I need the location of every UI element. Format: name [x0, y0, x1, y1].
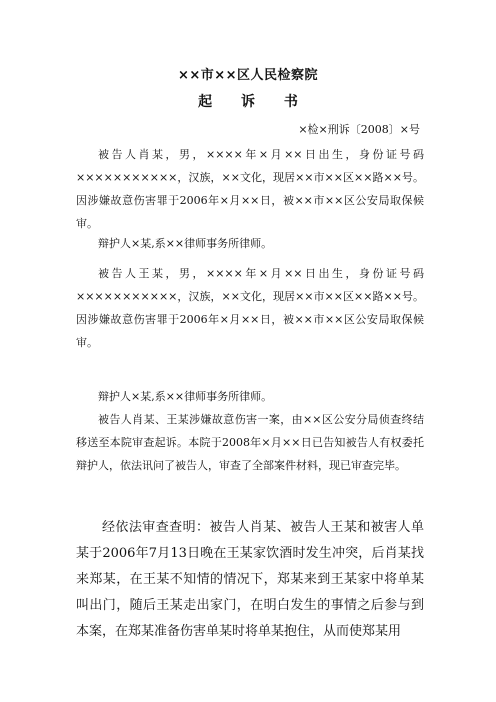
defender-2-paragraph: 辩护人×某,系××律师事务所律师。 [98, 390, 273, 403]
defendant-2-paragraph: 被告人王某，男，××××年×月××日出生，身份证号码×××××××××××，汉族，××文化，现居××市××区××路××号。因涉嫌故意伤害罪于2006年×月××日，被××市××区公安局取保候审。 [76, 267, 424, 349]
case-transfer-paragraph: 被告人肖某、王某涉嫌故意伤害一案，由××区公安分局侦查终结移送至本院审查起诉。本院于2008年×月××日已告知被告人有权委托辩护人，依法讯问了被告人，审查了全部案件材料，现已审查完毕。 [76, 413, 424, 472]
defender-2-section [76, 385, 424, 408]
document-number: ×检×刑诉〔2008〕×号 [298, 123, 420, 136]
defendant-2-section [76, 262, 424, 354]
document-title: 起 诉 书 [198, 94, 310, 110]
defender-1-section [76, 232, 424, 255]
facts-paragraph: 经依法审查查明：被告人肖某、被告人王某和被害人单某于2006年7月13日晚在王某家饮酒时发生冲突，后肖某找来郑某，在王某不知情的情况下，郑某来到王某家中将单某叫出门，随后王某走出家门，在明白发生的事情之后参与到本案，在郑某准备伤害单某时将单某抱住，从而使郑某用 [76, 520, 424, 639]
facts-section [76, 515, 424, 645]
defendant-1-section [76, 143, 424, 235]
case-transfer-section [76, 408, 424, 477]
defender-1-paragraph: 辩护人×某,系××律师事务所律师。 [98, 237, 273, 250]
procuratorate-name: ××市××区人民检察院 [177, 68, 319, 83]
defendant-1-paragraph: 被告人肖某，男，××××年×月××日出生，身份证号码×××××××××××，汉族，××文化，现居××市××区××路××号。因涉嫌故意伤害罪于2006年×月××日，被××市××区公安局取保候审。 [76, 148, 424, 230]
